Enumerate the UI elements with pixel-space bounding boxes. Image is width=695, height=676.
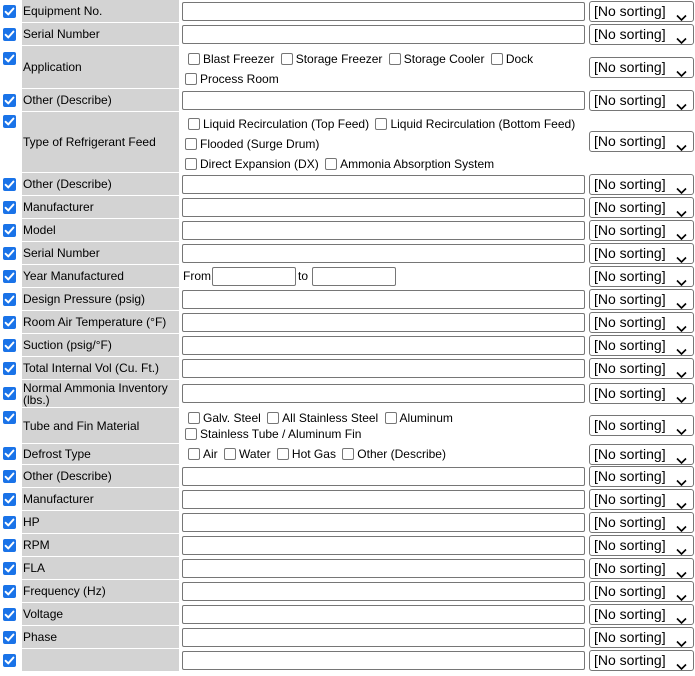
sort-select-value: [No sorting] [594, 537, 666, 553]
sort-select-value: [No sorting] [594, 560, 666, 576]
field-label: Type of Refrigerant Feed [22, 112, 179, 172]
sort-select-value: [No sorting] [594, 268, 666, 284]
field-row [0, 0, 695, 22]
field-label: Design Pressure (psig) [22, 288, 179, 310]
filter-input[interactable] [182, 25, 585, 44]
include-checkbox[interactable] [3, 5, 16, 18]
field-row [0, 288, 695, 310]
option-checkbox[interactable] [277, 448, 289, 460]
include-cell [0, 511, 22, 533]
option-checkbox[interactable] [325, 158, 337, 170]
option-checkbox[interactable] [185, 158, 197, 170]
field-label: Application [22, 46, 179, 88]
option-checkbox[interactable] [281, 53, 293, 65]
field-row [0, 196, 695, 218]
include-cell [0, 89, 22, 111]
include-cell [0, 444, 22, 464]
option-checkbox[interactable] [375, 118, 387, 130]
option-group [182, 444, 587, 464]
sort-select[interactable] [589, 489, 694, 510]
sort-select[interactable] [589, 197, 694, 218]
option-label: Other (Describe) [357, 447, 446, 461]
filter-input[interactable] [182, 582, 585, 601]
filter-input[interactable] [182, 290, 585, 309]
sort-select-value: [No sorting] [594, 222, 666, 238]
option-checkbox[interactable] [342, 448, 354, 460]
option-label: Storage Cooler [403, 52, 485, 66]
field-row [0, 511, 695, 533]
sort-select[interactable] [589, 535, 694, 556]
include-cell [0, 649, 22, 671]
include-checkbox[interactable] [3, 493, 16, 506]
include-checkbox[interactable] [3, 447, 16, 460]
include-checkbox[interactable] [3, 387, 16, 400]
include-checkbox[interactable] [3, 608, 16, 621]
include-checkbox[interactable] [3, 470, 16, 483]
sort-select-value: [No sorting] [594, 514, 666, 530]
option-item [278, 52, 383, 66]
field-row [0, 265, 695, 287]
include-cell [0, 626, 22, 648]
option-checkbox[interactable] [185, 138, 197, 150]
include-cell [0, 242, 22, 264]
field-label: Normal Ammonia Inventory (lbs.) [22, 380, 179, 407]
field-label: Manufacturer [22, 488, 179, 510]
option-label: Liquid Recirculation (Bottom Feed) [390, 117, 576, 131]
option-label: All Stainless Steel [282, 411, 379, 425]
field-row [0, 219, 695, 241]
option-label: Direct Expansion (DX) [200, 157, 319, 171]
option-label: Flooded (Surge Drum) [200, 137, 320, 151]
filter-input[interactable] [182, 490, 585, 509]
year-from-input[interactable] [212, 267, 296, 286]
option-item [182, 157, 319, 171]
include-checkbox[interactable] [3, 339, 16, 352]
field-label: Other (Describe) [22, 173, 179, 195]
field-row [0, 557, 695, 579]
filter-input[interactable] [182, 2, 585, 21]
include-checkbox[interactable] [3, 201, 16, 214]
field-row [0, 580, 695, 602]
option-label: Hot Gas [291, 447, 336, 461]
chevron-down-icon [676, 390, 687, 409]
include-cell [0, 408, 22, 443]
include-checkbox[interactable] [3, 115, 16, 128]
field-label: Year Manufactured [22, 265, 179, 287]
include-checkbox[interactable] [3, 293, 16, 306]
include-cell [0, 219, 22, 241]
sort-select-value: [No sorting] [594, 26, 666, 42]
sort-select-value: [No sorting] [594, 606, 666, 622]
option-item [372, 117, 575, 131]
option-item [182, 72, 279, 86]
include-cell [0, 265, 22, 287]
sort-select[interactable] [589, 650, 694, 671]
option-label: Galv. Steel [203, 411, 261, 425]
filter-input[interactable] [182, 605, 585, 624]
include-checkbox[interactable] [3, 539, 16, 552]
option-label: Aluminum [399, 411, 453, 425]
field-row [0, 46, 695, 88]
field-label: Model [22, 219, 179, 241]
field-label: Serial Number [22, 242, 179, 264]
option-checkbox[interactable] [491, 53, 503, 65]
sort-select[interactable] [589, 581, 694, 602]
field-row [0, 408, 695, 443]
include-cell [0, 334, 22, 356]
sort-select[interactable] [589, 383, 694, 404]
include-checkbox[interactable] [3, 178, 16, 191]
include-cell [0, 603, 22, 625]
sort-select-value: [No sorting] [594, 417, 666, 433]
filter-input[interactable] [182, 244, 585, 263]
sort-select[interactable] [589, 358, 694, 379]
filter-input[interactable] [182, 336, 585, 355]
filter-input[interactable] [182, 175, 585, 194]
field-row [0, 603, 695, 625]
include-checkbox[interactable] [3, 631, 16, 644]
option-checkbox[interactable] [185, 428, 197, 440]
filter-input[interactable] [182, 313, 585, 332]
include-checkbox[interactable] [3, 28, 16, 41]
include-checkbox[interactable] [3, 516, 16, 529]
sort-select-value: [No sorting] [594, 176, 666, 192]
include-cell [0, 357, 22, 379]
field-label: RPM [22, 534, 179, 556]
chevron-down-icon [676, 138, 687, 157]
include-cell [0, 196, 22, 218]
sort-select-value: [No sorting] [594, 59, 666, 75]
option-item [221, 447, 271, 461]
option-item [264, 411, 378, 425]
sort-select[interactable] [589, 266, 694, 287]
sort-select[interactable] [589, 415, 694, 436]
sort-select[interactable] [589, 558, 694, 579]
option-label: Air [203, 447, 218, 461]
option-label: Liquid Recirculation (Top Feed) [203, 117, 370, 131]
include-cell [0, 112, 22, 172]
sort-select-value: [No sorting] [594, 652, 666, 668]
field-row [0, 465, 695, 487]
from-label: From [183, 269, 211, 283]
field-label: Room Air Temperature (°F) [22, 311, 179, 333]
include-cell [0, 580, 22, 602]
sort-select-value: [No sorting] [594, 468, 666, 484]
option-label: Dock [505, 52, 534, 66]
include-cell [0, 0, 22, 22]
sort-select-value: [No sorting] [594, 245, 666, 261]
include-cell [0, 173, 22, 195]
include-cell [0, 311, 22, 333]
include-cell [0, 465, 22, 487]
sort-select[interactable] [589, 512, 694, 533]
option-label: Stainless Tube / Aluminum Fin [200, 427, 362, 441]
filter-input[interactable] [182, 359, 585, 378]
sort-select-value: [No sorting] [594, 360, 666, 376]
filter-input[interactable] [182, 536, 585, 555]
field-label: Other (Describe) [22, 465, 179, 487]
option-item [386, 52, 485, 66]
sort-select[interactable] [589, 335, 694, 356]
field-row [0, 173, 695, 195]
sort-select[interactable] [589, 604, 694, 625]
sort-select[interactable] [589, 289, 694, 310]
sort-select-value: [No sorting] [594, 92, 666, 108]
field-row [0, 488, 695, 510]
include-cell [0, 46, 22, 88]
option-label: Process Room [200, 72, 279, 86]
option-label: Blast Freezer [203, 52, 275, 66]
option-group [182, 410, 587, 442]
field-row [0, 242, 695, 264]
sort-select[interactable] [589, 1, 694, 22]
option-checkbox[interactable] [188, 53, 200, 65]
filter-input[interactable] [182, 221, 585, 240]
include-cell [0, 380, 22, 407]
option-item [182, 137, 319, 151]
option-checkbox[interactable] [385, 412, 397, 424]
sort-select-value: [No sorting] [594, 133, 666, 149]
include-cell [0, 488, 22, 510]
option-checkbox[interactable] [188, 412, 200, 424]
chevron-down-icon [676, 657, 687, 676]
include-cell [0, 557, 22, 579]
field-row [0, 112, 695, 172]
include-checkbox[interactable] [3, 52, 16, 65]
field-label: Suction (psig/°F) [22, 334, 179, 356]
chevron-down-icon [676, 64, 687, 83]
sort-select[interactable] [589, 444, 694, 465]
sort-select[interactable] [589, 57, 694, 78]
filter-input[interactable] [182, 513, 585, 532]
sort-select-value: [No sorting] [594, 199, 666, 215]
field-row [0, 380, 695, 407]
option-item [182, 427, 361, 441]
to-label: to [298, 269, 309, 283]
filter-input[interactable] [182, 559, 585, 578]
include-checkbox[interactable] [3, 224, 16, 237]
option-checkbox[interactable] [185, 73, 197, 85]
sort-select-value: [No sorting] [594, 314, 666, 330]
sort-select-value: [No sorting] [594, 491, 666, 507]
filter-input[interactable] [182, 198, 585, 217]
field-label [22, 649, 179, 671]
filter-input[interactable] [182, 628, 585, 647]
include-cell [0, 23, 22, 45]
field-label: Tube and Fin Material [22, 408, 179, 443]
include-checkbox[interactable] [3, 94, 16, 107]
option-label: Ammonia Absorption System [340, 157, 495, 171]
year-to-input[interactable] [312, 267, 396, 286]
include-checkbox[interactable] [3, 270, 16, 283]
field-label: Defrost Type [22, 444, 179, 464]
include-checkbox[interactable] [3, 562, 16, 575]
sort-select[interactable] [589, 90, 694, 111]
field-row [0, 23, 695, 45]
field-row [0, 649, 695, 671]
sort-select-value: [No sorting] [594, 291, 666, 307]
option-item [182, 117, 369, 131]
sort-select[interactable] [589, 466, 694, 487]
include-cell [0, 534, 22, 556]
field-row [0, 334, 695, 356]
option-item [339, 447, 446, 461]
field-label: Equipment No. [22, 0, 179, 22]
sort-select[interactable] [589, 312, 694, 333]
option-checkbox[interactable] [267, 412, 279, 424]
field-label: Total Internal Vol (Cu. Ft.) [22, 357, 179, 379]
field-row [0, 534, 695, 556]
sort-select-value: [No sorting] [594, 337, 666, 353]
include-checkbox[interactable] [3, 411, 16, 424]
option-checkbox[interactable] [188, 448, 200, 460]
include-checkbox[interactable] [3, 362, 16, 375]
sort-select-value: [No sorting] [594, 583, 666, 599]
option-item [322, 157, 494, 171]
option-item [382, 411, 453, 425]
sort-select[interactable] [589, 627, 694, 648]
field-label: Voltage [22, 603, 179, 625]
include-cell [0, 288, 22, 310]
option-checkbox[interactable] [188, 118, 200, 130]
include-checkbox[interactable] [3, 654, 16, 667]
include-checkbox[interactable] [3, 316, 16, 329]
field-label: Frequency (Hz) [22, 580, 179, 602]
option-item [274, 447, 336, 461]
field-label: Other (Describe) [22, 89, 179, 111]
sort-select[interactable] [589, 131, 694, 152]
field-label: FLA [22, 557, 179, 579]
filter-input[interactable] [182, 467, 585, 486]
sort-select[interactable] [589, 24, 694, 45]
option-label: Water [239, 447, 271, 461]
include-checkbox[interactable] [3, 585, 16, 598]
option-item [488, 52, 533, 66]
field-row [0, 626, 695, 648]
filter-input[interactable] [182, 91, 585, 110]
option-checkbox[interactable] [224, 448, 236, 460]
option-item [182, 411, 261, 425]
field-row [0, 89, 695, 111]
sort-select[interactable] [589, 243, 694, 264]
option-label: Storage Freezer [295, 52, 383, 66]
sort-select[interactable] [589, 174, 694, 195]
option-checkbox[interactable] [389, 53, 401, 65]
field-label: Manufacturer [22, 196, 179, 218]
field-row [0, 311, 695, 333]
sort-select-value: [No sorting] [594, 629, 666, 645]
sort-select-value: [No sorting] [594, 446, 666, 462]
option-item [182, 447, 218, 461]
sort-select-value: [No sorting] [594, 3, 666, 19]
include-checkbox[interactable] [3, 247, 16, 260]
field-row [0, 444, 695, 464]
sort-select-value: [No sorting] [594, 385, 666, 401]
option-item [182, 52, 274, 66]
sort-select[interactable] [589, 220, 694, 241]
field-row [0, 357, 695, 379]
filter-input[interactable] [182, 384, 585, 403]
chevron-down-icon [676, 422, 687, 441]
field-label: Serial Number [22, 23, 179, 45]
field-label: HP [22, 511, 179, 533]
field-label: Phase [22, 626, 179, 648]
